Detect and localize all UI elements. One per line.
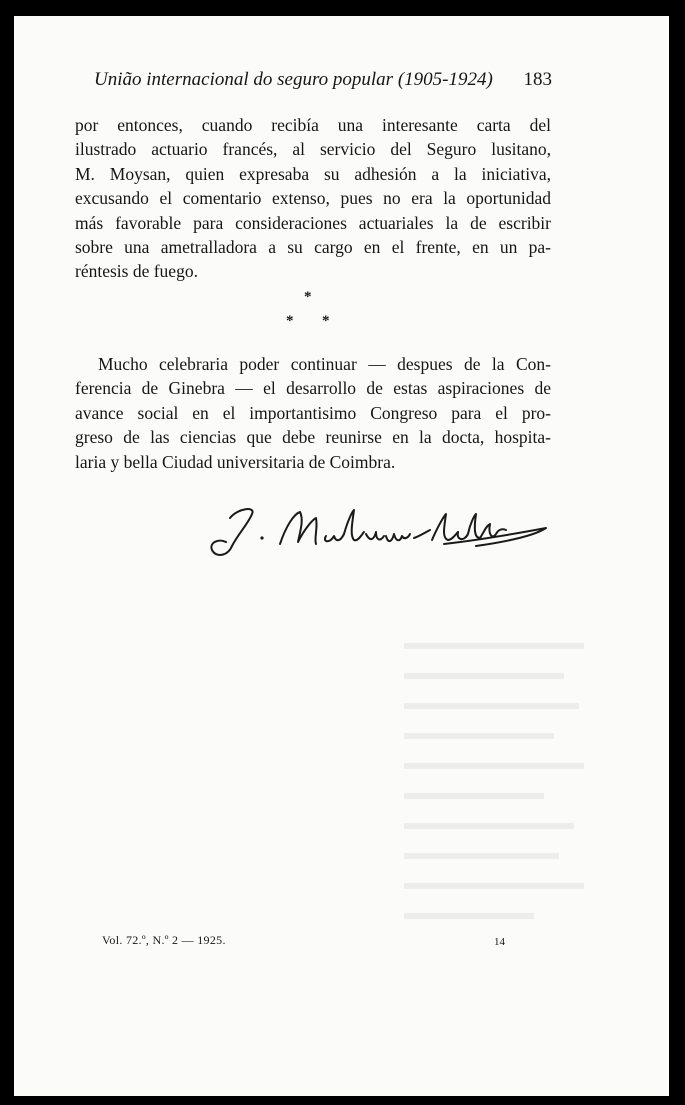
paragraph-1-line: M. Moysan, quien expresaba su adhesión a la iniciativa, xyxy=(75,163,551,184)
paragraph-1-line: ilustrado actuario francés, al servicio del Seguro lusitano, xyxy=(75,139,551,160)
asterism-star: * xyxy=(286,313,294,329)
paragraph-1 xyxy=(75,113,551,284)
document-page xyxy=(14,16,669,1096)
paragraph-1-line: por entonces, cuando recibía una interesante carta del xyxy=(75,115,551,135)
paragraph-2-line: greso de las ciencias que debe reunirse en la docta, hospita- xyxy=(75,427,551,448)
paragraph-2 xyxy=(75,352,551,474)
paragraph-1-line: sobre una ametralladora a su cargo en el frente, en un pa- xyxy=(75,237,551,258)
signature-mark: 14 xyxy=(494,936,505,948)
asterism-star: * xyxy=(322,313,330,329)
paragraph-2-line: ferencia de Ginebra — el desarrollo de estas aspiraciones de xyxy=(75,378,551,399)
volume-footer: Vol. 72.º, N.º 2 — 1925. xyxy=(102,933,226,947)
paragraph-1-line: más favorable para consideraciones actuariales la de escribir xyxy=(75,212,551,233)
paragraph-2-line: laria y bella Ciudad universitaria de Coimbra. xyxy=(75,451,396,472)
handwritten-signature xyxy=(194,496,554,566)
running-head xyxy=(94,68,564,92)
show-through-texture xyxy=(394,626,594,946)
paragraph-1-line: excusando el comentario extenso, pues no era la oportunidad xyxy=(75,188,551,209)
page-number: 183 xyxy=(523,69,552,90)
paragraph-2-line: Mucho celebraria poder continuar — despues de la Con- xyxy=(98,354,551,374)
running-title: União internacional do seguro popular (1905-1924) xyxy=(94,69,493,90)
paragraph-1-line: réntesis de fuego. xyxy=(75,261,198,282)
asterism-divider xyxy=(282,284,342,334)
paragraph-2-line: avance social en el importantisimo Congreso para el pro- xyxy=(75,402,551,423)
asterism-star: * xyxy=(304,289,312,305)
